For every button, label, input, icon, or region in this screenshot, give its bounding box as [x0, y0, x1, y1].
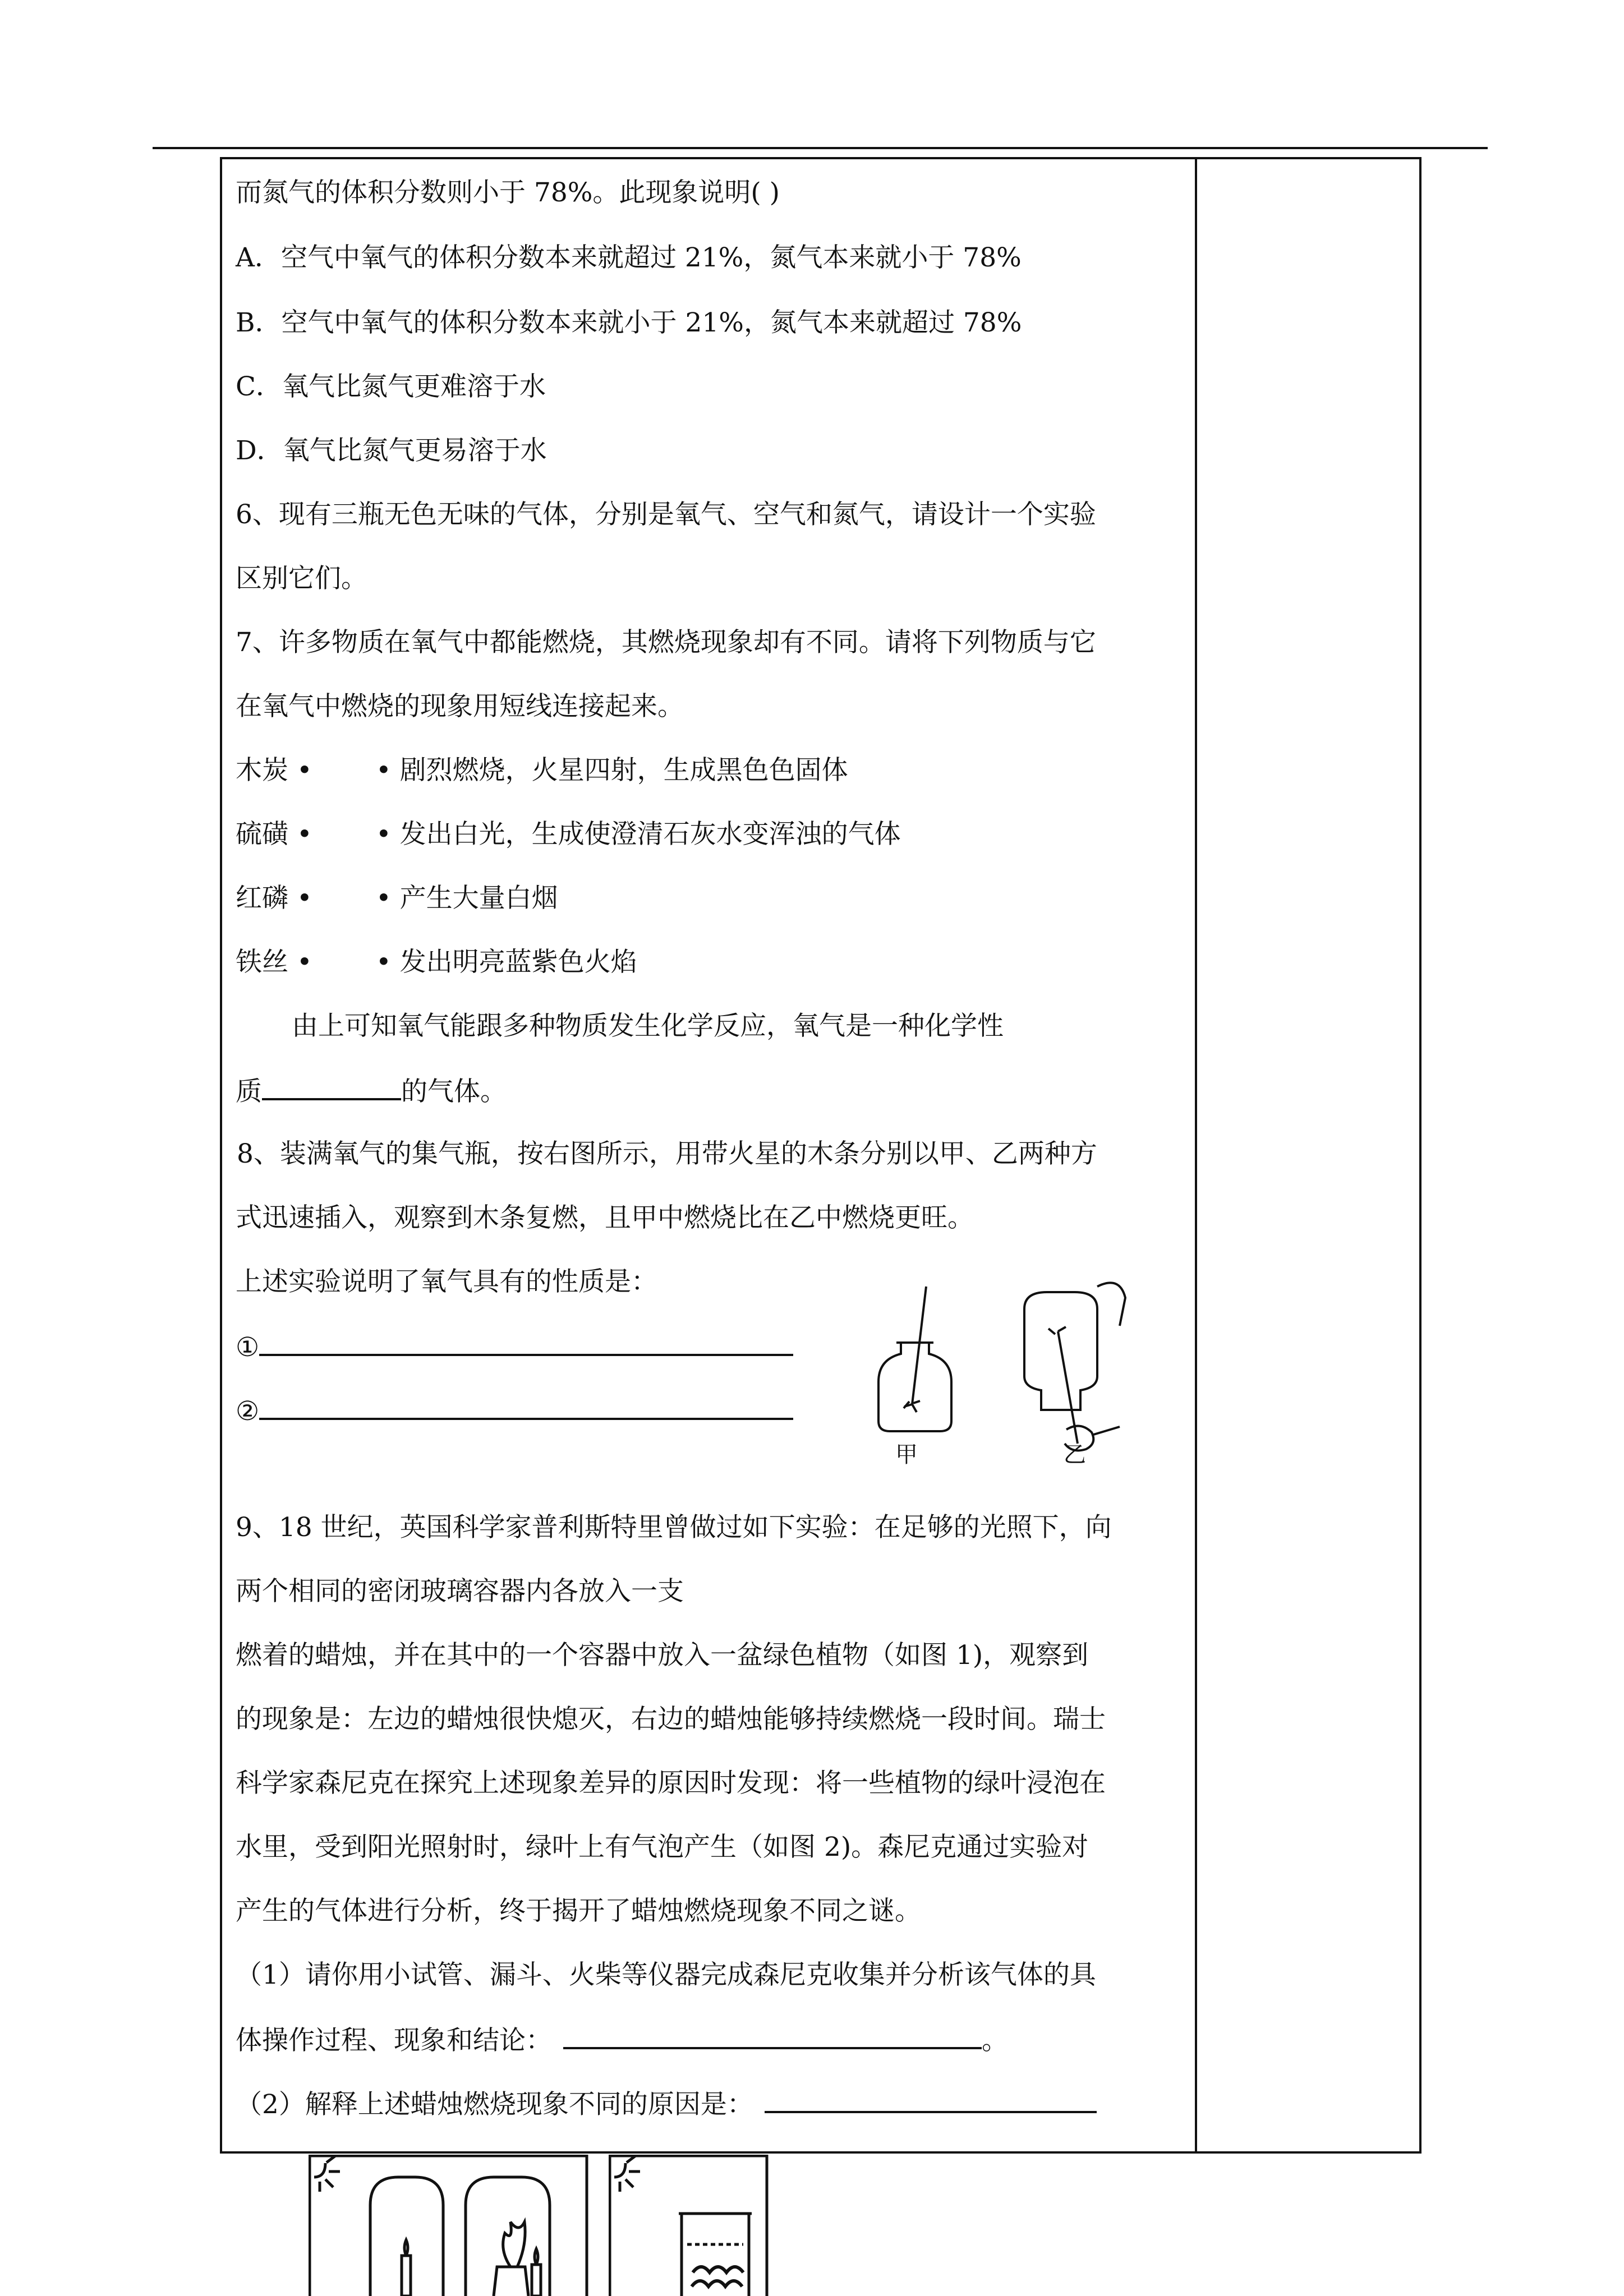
- question-9-cont: 水里，受到阳光照射时，绿叶上有气泡产生（如图 2)。森尼克通过实验对: [236, 1832, 1089, 1862]
- question-9: 9、18 世纪，英国科学家普利斯特里曾做过如下实验：在足够的光照下，向: [236, 1512, 1112, 1543]
- match-right-2: • 发出白光，生成使澄清石灰水变浑浊的气体: [376, 819, 901, 850]
- option-b: B．空气中氧气的体积分数本来就小于 21%，氮气本来就超过 78%: [236, 307, 1022, 338]
- option-a: A．空气中氧气的体积分数本来就超过 21%，氮气本来就小于 78%: [236, 242, 1022, 273]
- question-9-part-1: （1）请你用小试管、漏斗、火柴等仪器完成森尼克收集并分析该气体的具: [236, 1960, 1096, 1990]
- answer-blank: [259, 1393, 793, 1420]
- figure-2-beaker: [609, 2155, 769, 2296]
- label-yi: 乙: [1064, 1442, 1086, 1468]
- column-divider: [1195, 159, 1197, 2151]
- question-table: [220, 157, 1421, 2154]
- question-9-cont: 科学家森尼克在探究上述现象差异的原因时发现：将一些植物的绿叶浸泡在: [236, 1768, 1106, 1799]
- question-6-cont: 区别它们。: [236, 563, 367, 594]
- answer-line-2: [236, 1393, 793, 1428]
- answer-blank: [262, 1073, 401, 1100]
- part-1-suffix: 。: [982, 2025, 1008, 2056]
- text-line: 而氮气的体积分数则小于 78%。此现象说明( ): [236, 177, 780, 208]
- question-7-cont: 在氧气中燃烧的现象用短线连接起来。: [236, 691, 684, 722]
- candle-plant-illustration: [309, 2155, 589, 2296]
- match-left-1: 木炭 •: [236, 755, 312, 786]
- answer-line-1: [236, 1329, 793, 1364]
- question-7: 7、许多物质在氧气中都能燃烧，其燃烧现象却有不同。请将下列物质与它: [236, 627, 1096, 658]
- label-jia: 甲: [895, 1442, 918, 1468]
- conclusion-line: 由上可知氧气能跟多种物质发生化学反应，氧气是一种化学性: [292, 1011, 1004, 1041]
- circled-one: ①: [236, 1332, 260, 1363]
- match-left-3: 红磷 •: [236, 883, 312, 914]
- match-right-1: • 剧烈燃烧，火星四射，生成黑色色固体: [376, 755, 848, 786]
- answer-blank: [563, 2022, 982, 2049]
- match-left-2: 硫磺 •: [236, 819, 312, 850]
- part-2-prefix: （2）解释上述蜡烛燃烧现象不同的原因是：: [236, 2089, 753, 2120]
- circled-two: ②: [236, 1396, 260, 1427]
- conclusion-suffix: 的气体。: [401, 1076, 507, 1107]
- question-8-cont: 式迅速插入，观察到木条复燃，且甲中燃烧比在乙中燃烧更旺。: [236, 1202, 974, 1233]
- oxygen-jar-figure: [856, 1275, 1148, 1472]
- question-9-cont: 燃着的蜡烛，并在其中的一个容器中放入一盆绿色植物（如图 1)，观察到: [236, 1640, 1089, 1671]
- option-c: C．氧气比氮气更难溶于水: [236, 371, 546, 402]
- question-9-cont: 的现象是：左边的蜡烛很快熄灭，右边的蜡烛能够持续燃烧一段时间。瑞士: [236, 1704, 1106, 1735]
- leaf-beaker-illustration: [609, 2155, 769, 2296]
- match-right-4: • 发出明亮蓝紫色火焰: [376, 947, 637, 978]
- figure-1-containers: [309, 2155, 589, 2296]
- part-1-prefix: 体操作过程、现象和结论：: [236, 2025, 552, 2056]
- match-right-3: • 产生大量白烟: [376, 883, 558, 914]
- question-9-cont: 两个相同的密闭玻璃容器内各放入一支: [236, 1576, 684, 1607]
- question-9-part-1-cont: [236, 2022, 1008, 2058]
- answer-blank: [765, 2086, 1097, 2113]
- header-rule: [153, 147, 1488, 149]
- question-9-cont: 产生的气体进行分析，终于揭开了蜡烛燃烧现象不同之谜。: [236, 1896, 921, 1926]
- conclusion-blank-line: [236, 1073, 507, 1109]
- conclusion-prefix: 质: [236, 1076, 262, 1107]
- match-left-4: 铁丝 •: [236, 947, 312, 978]
- question-6: 6、现有三瓶无色无味的气体，分别是氧气、空气和氮气，请设计一个实验: [236, 499, 1096, 530]
- question-9-part-2: [236, 2086, 1097, 2122]
- answer-blank: [259, 1329, 793, 1356]
- option-d: D．氧气比氮气更易溶于水: [236, 435, 547, 466]
- question-8: 8、装满氧气的集气瓶，按右图所示，用带火星的木条分别以甲、乙两种方: [237, 1138, 1097, 1169]
- question-8-prompt: 上述实验说明了氧气具有的性质是：: [236, 1266, 657, 1297]
